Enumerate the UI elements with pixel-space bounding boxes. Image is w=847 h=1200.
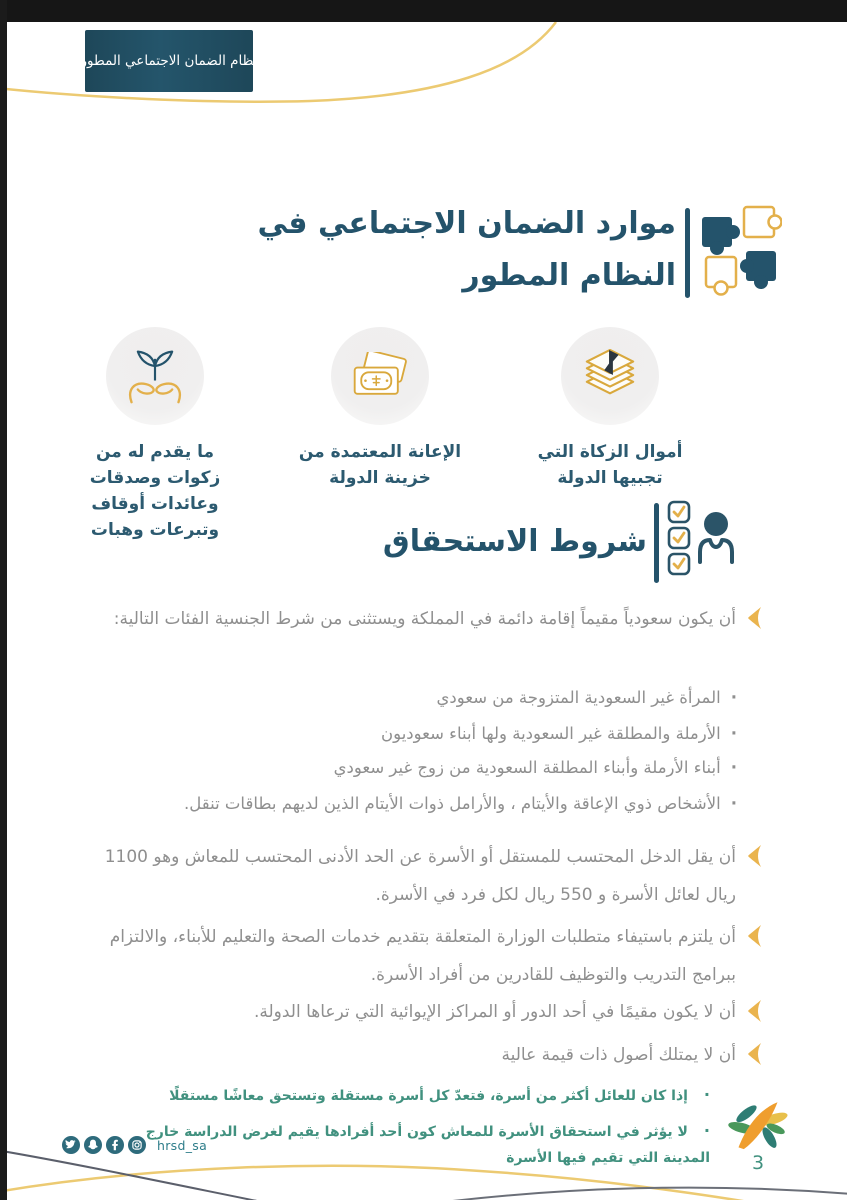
footnote: · إذا كان للعائل أكثر من أسرة، فتعدّ كل أسرة مستقلة وتستحق معاشًا مستقلًا xyxy=(135,1082,710,1109)
hrsd-logo xyxy=(720,1096,796,1158)
twitter-icon[interactable] xyxy=(62,1136,80,1154)
social-handle[interactable]: hrsd_sa xyxy=(157,1137,208,1153)
gold-bullet-icon xyxy=(748,1043,762,1065)
photo-left-edge xyxy=(0,0,7,1200)
gold-bullet-icon xyxy=(748,607,762,629)
condition-item: أن يقل الدخل المحتسب للمستقل أو الأسرة عن الحد الأدنى المحتسب للمعاش وهو 1100 ريال لعائل الأسرة و 550 ريال لكل فرد في الأسرة. xyxy=(70,838,762,914)
condition-item: أن يكون سعودياً مقيماً إقامة دائمة في المملكة ويستثنى من شرط الجنسية الفئات التالية: xyxy=(70,600,762,638)
resource-card-zakat xyxy=(522,327,698,491)
gold-bullet-icon xyxy=(748,845,762,867)
social-links xyxy=(62,1136,207,1154)
puzzle-pieces-icon xyxy=(700,203,782,299)
instagram-icon[interactable] xyxy=(128,1136,146,1154)
condition-sub-item: · المرأة غير السعودية المتزوجة من سعودي xyxy=(87,682,737,714)
resource-card-state-aid xyxy=(292,327,468,491)
gold-bullet-icon xyxy=(748,1000,762,1022)
condition-item: أن لا يكون مقيمًا في أحد الدور أو المراكز الإيوائية التي ترعاها الدولة. xyxy=(70,993,762,1031)
footnote: · لا يؤثر في استحقاق الأسرة للمعاش كون أحد أفرادها يقيم لغرض الدراسة خارج المدينة التي تقيم فيها الأسرة xyxy=(135,1118,710,1171)
photo-top-edge xyxy=(0,0,847,22)
resource-label: ما يقدم له من زكوات وصدقات وعائدات أوقاف وتبرعات وهبات xyxy=(89,442,221,540)
gold-bullet-icon xyxy=(748,925,762,947)
page-title: موارد الضمان الاجتماعي في النظام المطور xyxy=(257,206,676,293)
condition-item: أن يلتزم باستيفاء متطلبات الوزارة المتعلقة بتقديم خدمات الصحة والتعليم للأبناء، والالتزام ببرامج التدريب والتوظيف للقادرين من أفراد الأسرة. xyxy=(70,918,762,994)
system-name-badge: نظام الضمان الاجتماعي المطور xyxy=(85,30,253,92)
condition-sub-item: · الأشخاص ذوي الإعاقة والأيتام ، والأرامل ذوات الأيتام الذين لديهم بطاقات تنقل. xyxy=(87,788,737,820)
condition-sub-item: · أبناء الأرملة وأبناء المطلقة السعودية من زوج غير سعودي xyxy=(87,752,737,784)
hands-holding-plant-icon xyxy=(106,327,204,425)
state-treasury-banknote-icon xyxy=(331,327,429,425)
resource-card-donations xyxy=(67,327,243,543)
condition-item: أن لا يمتلك أصول ذات قيمة عالية xyxy=(70,1036,762,1074)
section-divider-bar xyxy=(654,503,659,583)
title-divider-bar xyxy=(685,208,690,298)
section-title-eligibility: شروط الاستحقاق xyxy=(382,524,647,559)
person-checklist-icon xyxy=(666,498,738,578)
resource-label: الإعانة المعتمدة من خزينة الدولة xyxy=(298,442,462,488)
snapchat-icon[interactable] xyxy=(84,1136,102,1154)
resource-label: أموال الزكاة التي تجبيها الدولة xyxy=(537,442,683,488)
zakat-money-stack-icon xyxy=(561,327,659,425)
condition-sub-item: · الأرملة والمطلقة غير السعودية ولها أبناء سعوديون xyxy=(87,718,737,750)
page-number: 3 xyxy=(751,1152,765,1174)
facebook-icon[interactable] xyxy=(106,1136,124,1154)
